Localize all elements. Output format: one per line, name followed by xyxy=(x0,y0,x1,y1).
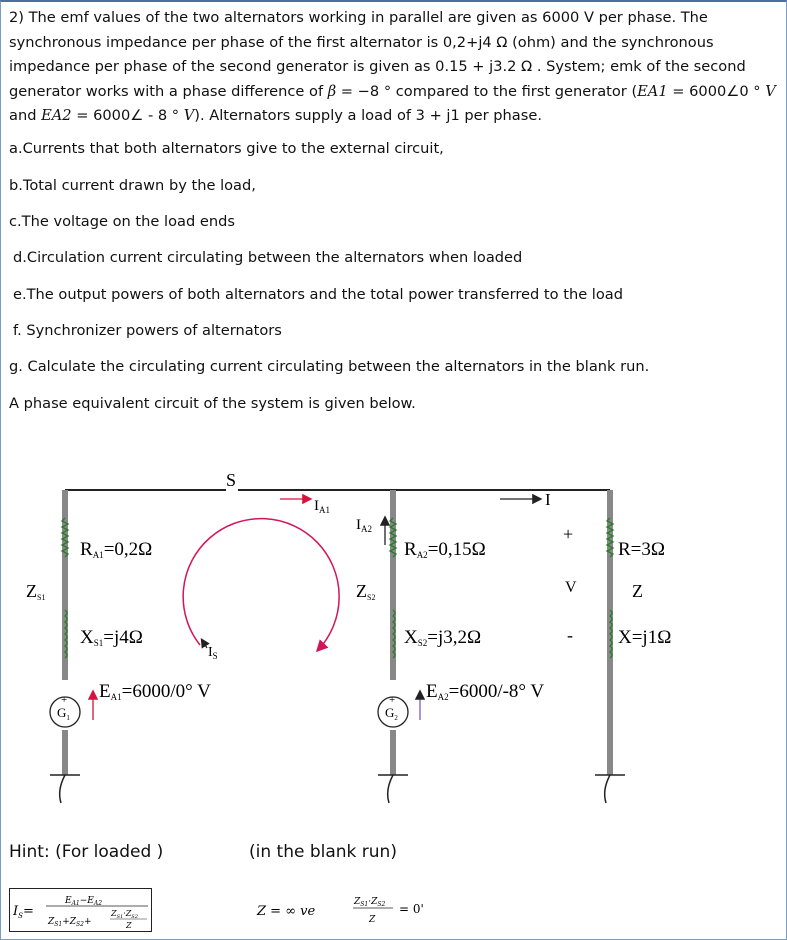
load-z-label: Z xyxy=(632,581,643,601)
question-c: c.The voltage on the load ends xyxy=(9,213,235,230)
xs2-label: XS2=j3,2Ω xyxy=(404,627,482,648)
problem-line-1: 2) The emf values of the two alternators working in parallel are given as 6000 V per phase. The xyxy=(9,9,708,26)
ground-3-icon xyxy=(595,775,625,803)
ra1-label: RA1=0,2Ω xyxy=(80,539,153,560)
hint-blank-label: (in the blank run) xyxy=(249,842,397,862)
g1-plus-label: + xyxy=(61,694,68,706)
beta-symbol: β xyxy=(327,82,337,100)
is-formula-denominator: $Z_{S1}+Z_{S2}+$ xyxy=(48,917,92,928)
ia2-label: $I_{A2}$ xyxy=(356,517,372,534)
is-formula-inner-denominator: Z xyxy=(126,921,132,930)
question-e: e.The output powers of both alternators and the total power transferred to the load xyxy=(13,286,624,303)
blank-formula-numerator: $Z_{S1}\cdot Z_{S2}$ xyxy=(354,897,386,908)
ea1-symbol: EA1 xyxy=(637,82,668,100)
xs1-label: XS1=j4Ω xyxy=(80,627,143,648)
load-r-label: R=3Ω xyxy=(618,539,666,560)
is-arrow-icon xyxy=(202,640,207,648)
load-plus-label: + xyxy=(563,524,574,544)
is-formula-inner-numerator: $Z_{S1}\cdot Z_{S2}$ xyxy=(111,909,138,920)
g2-label: $G_2$ xyxy=(385,705,398,722)
load-minus-label: - xyxy=(567,625,573,645)
hint-loaded-label: Hint: (For loaded ) xyxy=(9,842,164,862)
problem-line-3: impedance per phase of the second generator is given as 0.15 + j3.2 Ω . System; emk of the second xyxy=(9,58,746,75)
ground-2-icon xyxy=(378,775,408,803)
line4-text-b: = −8 ° compared to the first generator ( xyxy=(336,82,638,100)
ground-1-icon xyxy=(50,775,80,803)
ea1-unit: V xyxy=(765,82,776,100)
ia1-label: $I_{A1}$ xyxy=(314,498,330,515)
circuit-intro: A phase equivalent circuit of the system is given below. xyxy=(9,395,416,412)
question-g: g. Calculate the circulating current circulating between the alternators in the blank run. xyxy=(9,358,650,375)
ea2-unit: V xyxy=(183,107,195,124)
zs1-label: ZS1 xyxy=(26,581,46,602)
line5-text-b: ). Alternators supply a load of 3 + j1 per phase. xyxy=(194,107,542,124)
ea2-label: EA2=6000/-8° V xyxy=(426,681,545,702)
g1-label: $G_1$ xyxy=(57,705,70,722)
load-x-label: X=j1Ω xyxy=(618,627,672,648)
is-circulation-arc-icon xyxy=(183,519,339,650)
problem-line-2: synchronous impedance per phase of the first alternator is 0,2+j4 Ω (ohm) and the synchronous xyxy=(9,33,714,51)
load-v-label: V xyxy=(565,579,577,596)
i-total-label: I xyxy=(545,490,551,509)
blank-formula-denominator: Z xyxy=(369,915,376,925)
zs2-label: ZS2 xyxy=(356,581,376,602)
question-b: b.Total current drawn by the load, xyxy=(9,177,256,194)
question-a: a.Currents that both alternators give to the external circuit, xyxy=(9,140,444,157)
z-infinite-text: Z = ∞ ve xyxy=(257,904,316,919)
is-formula-lhs: $I_S=$ xyxy=(13,904,34,920)
g2-plus-label: + xyxy=(389,694,396,706)
ea2-value: = 6000∠ - 8 ° xyxy=(71,107,184,124)
is-formula-numerator: $E_{A1}-E_{A2}$ xyxy=(65,896,103,907)
ea1-value: = 6000∠0 ° xyxy=(667,82,766,100)
question-d: d.Circulation current circulating between the alternators when loaded xyxy=(13,249,523,266)
blank-formula-result: = 0' xyxy=(399,902,424,916)
line4-text-a: generator works with a phase difference of xyxy=(9,82,328,100)
is-formula-box xyxy=(9,888,152,932)
line5-text-a: and xyxy=(9,107,42,124)
ea2-symbol: EA2 xyxy=(41,107,72,124)
ra2-label: RA2=0,15Ω xyxy=(404,539,486,560)
question-f: f. Synchronizer powers of alternators xyxy=(13,322,282,339)
ea1-label: EA1=6000/0° V xyxy=(99,681,211,702)
is-label: $I_S$ xyxy=(208,645,218,661)
switch-label: S xyxy=(225,470,237,490)
